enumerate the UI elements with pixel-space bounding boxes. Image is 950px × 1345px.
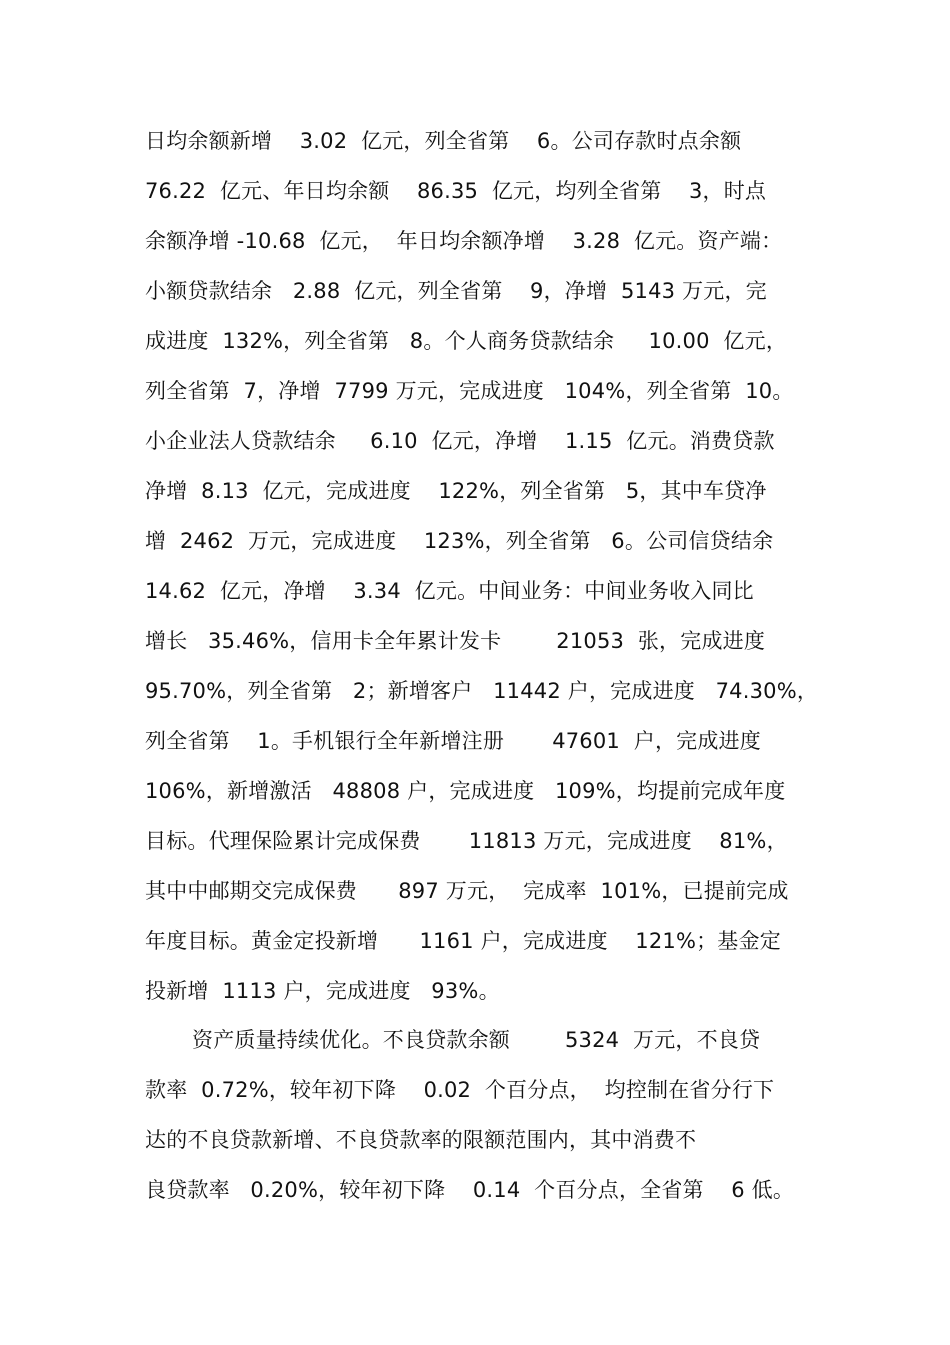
text-line: 日均余额新增 3.02 亿元，列全省第 6。公司存款时点余额 bbox=[145, 129, 742, 153]
text-line: 列全省第 7，净增 7799 万元，完成进度 104%，列全省第 10。 bbox=[145, 379, 794, 403]
text-line: 良贷款率 0.20%，较年初下降 0.14 个百分点，全省第 6 低。 bbox=[145, 1178, 795, 1202]
text-line: 余额净增 -10.68 亿元， 年日均余额净增 3.28 亿元。资产端： bbox=[145, 229, 783, 253]
text-line: 106%，新增激活 48808 户，完成进度 109%，均提前完成年度 bbox=[145, 779, 786, 803]
text-line: 小额贷款结余 2.88 亿元，列全省第 9，净增 5143 万元，完 bbox=[145, 279, 767, 303]
text-line: 14.62 亿元，净增 3.34 亿元。中间业务：中间业务收入同比 bbox=[145, 579, 754, 603]
text-line: 投新增 1113 户，完成进度 93%。 bbox=[145, 979, 500, 1003]
text-line: 其中中邮期交完成保费 897 万元， 完成率 101%，已提前完成 bbox=[145, 879, 789, 903]
text-line: 95.70%，列全省第 2；新增客户 11442 户，完成进度 74.30%， bbox=[145, 679, 819, 703]
text-line: 净增 8.13 亿元，完成进度 122%，列全省第 5，其中车贷净 bbox=[145, 479, 767, 503]
text-line: 目标。代理保险累计完成保费 11813 万元，完成进度 81%， bbox=[145, 829, 788, 853]
text-line: 列全省第 1。手机银行全年新增注册 47601 户，完成进度 bbox=[145, 729, 761, 753]
text-line: 款率 0.72%，较年初下降 0.02 个百分点， 均控制在省分行下 bbox=[145, 1078, 775, 1102]
text-line: 小企业法人贷款结余 6.10 亿元，净增 1.15 亿元。消费贷款 bbox=[145, 429, 775, 453]
text-line: 增长 35.46%，信用卡全年累计发卡 21053 张，完成进度 bbox=[145, 629, 766, 653]
text-line: 增 2462 万元，完成进度 123%，列全省第 6。公司信贷结余 bbox=[145, 529, 774, 553]
text-line: 达的不良贷款新增、不良贷款率的限额范围内，其中消费不 bbox=[145, 1128, 697, 1152]
text-line: 76.22 亿元、年日均余额 86.35 亿元，均列全省第 3，时点 bbox=[145, 179, 767, 203]
text-line: 年度目标。黄金定投新增 1161 户，完成进度 121%；基金定 bbox=[145, 929, 781, 953]
text-line: 成进度 132%，列全省第 8。个人商务贷款结余 10.00 亿元， bbox=[145, 329, 788, 353]
paragraph-first-line: 资产质量持续优化。不良贷款余额 5324 万元，不良贷 bbox=[192, 1028, 761, 1052]
